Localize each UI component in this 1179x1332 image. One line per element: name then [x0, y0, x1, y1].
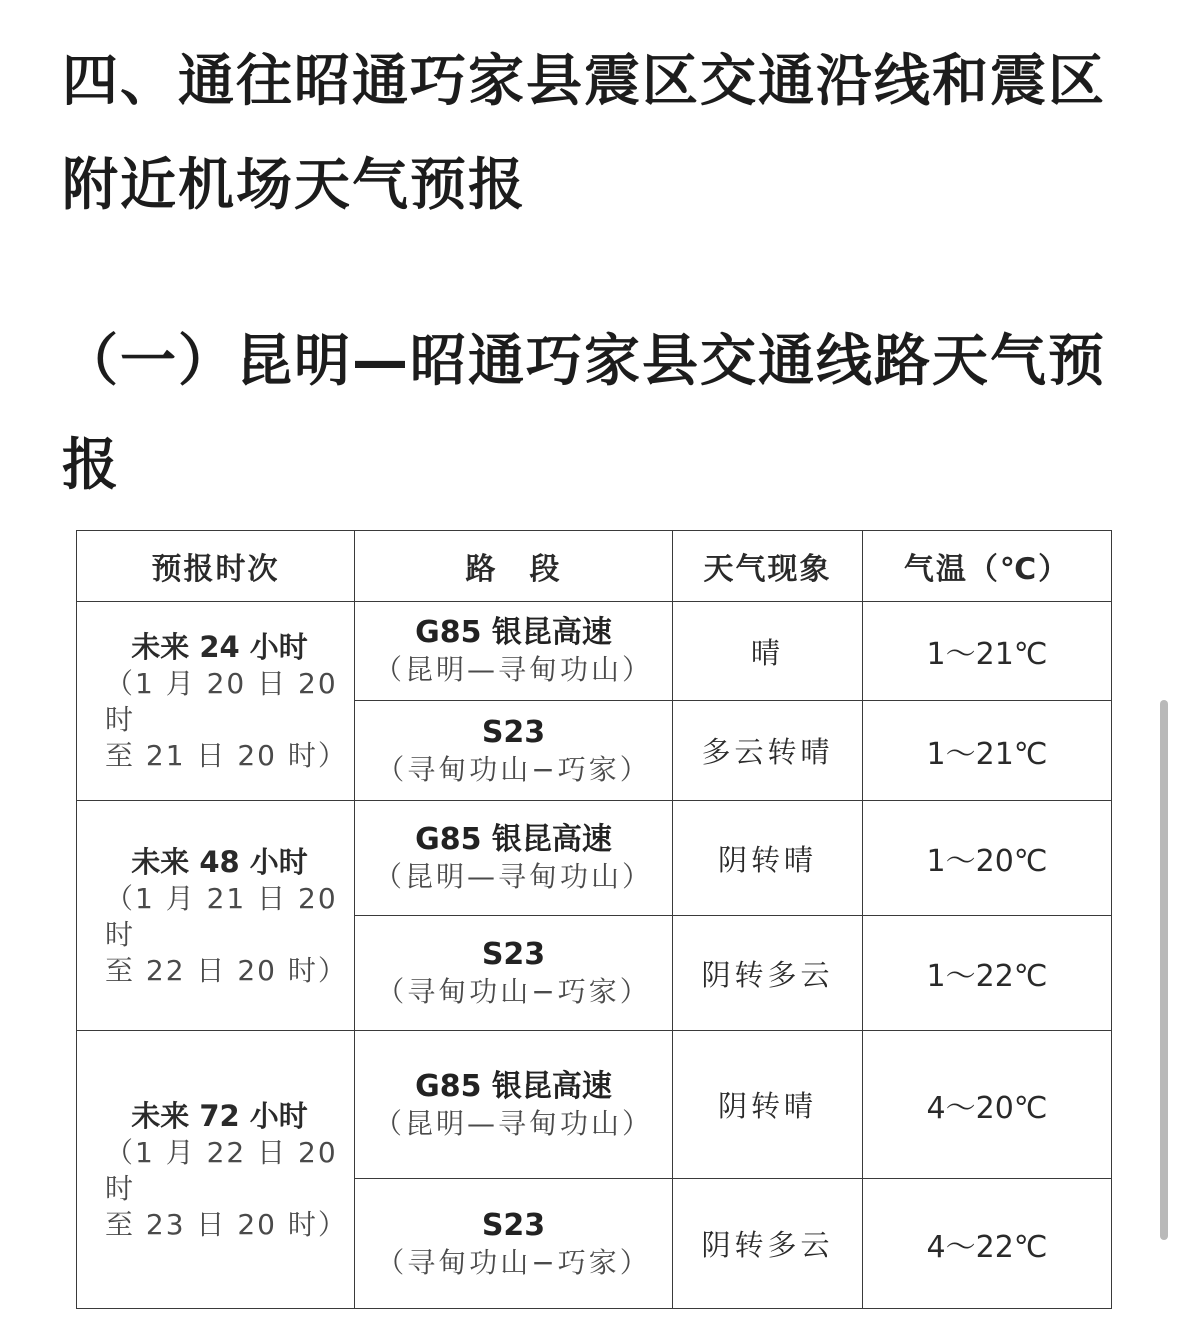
- road-cell: [355, 701, 673, 801]
- header-road-section: 路 段: [355, 531, 673, 602]
- road-name: S23: [481, 937, 546, 972]
- period-range-start: （1 月 20 日 20 时: [105, 667, 338, 736]
- road-segment: （昆明—寻甸功山）: [373, 860, 653, 893]
- table-row: [77, 801, 1112, 916]
- road-cell: [355, 1179, 673, 1309]
- temperature-cell: 1～22℃: [863, 916, 1112, 1031]
- weather-cell: 阴转多云: [673, 1179, 863, 1309]
- road-name: S23: [481, 1207, 546, 1243]
- road-segment: （寻甸功山−巧家）: [376, 752, 651, 786]
- road-segment: （寻甸功山−巧家）: [376, 975, 651, 1008]
- temperature-cell: 4～20℃: [863, 1031, 1112, 1179]
- header-weather: 天气现象: [673, 531, 863, 602]
- road-segment: （寻甸功山−巧家）: [376, 1245, 651, 1279]
- period-range-start: （1 月 21 日 20 时: [105, 881, 338, 951]
- road-name: G85 银昆高速: [415, 615, 612, 650]
- period-label: 未来 72 小时: [131, 1098, 308, 1133]
- road-cell: [355, 916, 673, 1031]
- period-range-end: 至 23 日 20 时）: [105, 1207, 348, 1241]
- temperature-cell: 1～21℃: [863, 701, 1112, 801]
- temperature-cell: 1～21℃: [863, 602, 1112, 701]
- header-temperature: 气温（℃）: [863, 531, 1112, 602]
- period-cell: [77, 1031, 355, 1309]
- road-name: G85 银昆高速: [415, 1068, 612, 1104]
- table-row: [77, 602, 1112, 701]
- section-heading: 四、通往昭通巧家县震区交通沿线和震区附近机场天气预报: [62, 49, 1106, 218]
- road-name: G85 银昆高速: [415, 822, 612, 857]
- header-forecast-period: 预报时次: [77, 531, 355, 602]
- period-range-end: 至 21 日 20 时）: [105, 739, 348, 772]
- temperature-cell: 4～22℃: [863, 1179, 1112, 1309]
- period-range-end: 至 22 日 20 时）: [105, 953, 348, 987]
- weather-cell: 晴: [673, 602, 863, 701]
- subsection-heading: （一）昆明—昭通巧家县交通线路天气预报: [62, 329, 1106, 498]
- period-label: 未来 48 小时: [131, 844, 308, 879]
- period-cell: [77, 602, 355, 801]
- road-segment: （昆明—寻甸功山）: [373, 653, 653, 686]
- vertical-scrollbar[interactable]: [1160, 700, 1168, 1240]
- forecast-table: [76, 530, 1112, 1309]
- weather-cell: 阴转多云: [673, 916, 863, 1031]
- weather-cell: 阴转晴: [673, 801, 863, 916]
- period-label: 未来 24 小时: [131, 630, 308, 664]
- period-range-start: （1 月 22 日 20 时: [105, 1135, 338, 1205]
- road-cell: [355, 602, 673, 701]
- weather-cell: 阴转晴: [673, 1031, 863, 1179]
- temperature-cell: 1～20℃: [863, 801, 1112, 916]
- table-header-row: [77, 531, 1112, 602]
- road-name: S23: [481, 714, 546, 750]
- road-cell: [355, 801, 673, 916]
- weather-cell: 多云转晴: [673, 701, 863, 801]
- period-cell: [77, 801, 355, 1031]
- table-row: [77, 1031, 1112, 1179]
- road-cell: [355, 1031, 673, 1179]
- road-segment: （昆明—寻甸功山）: [373, 1106, 653, 1140]
